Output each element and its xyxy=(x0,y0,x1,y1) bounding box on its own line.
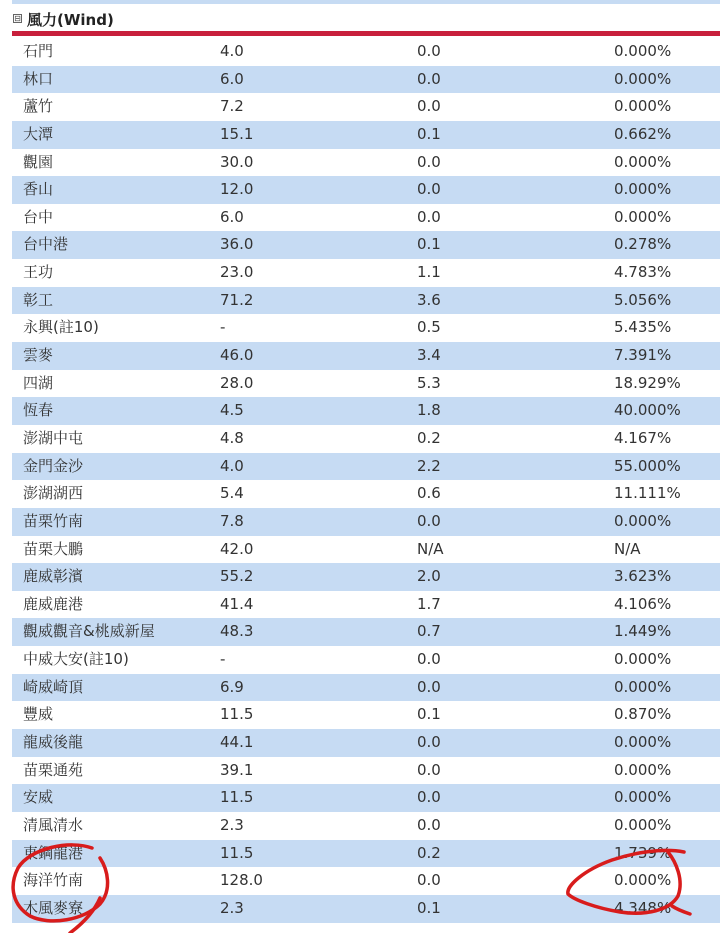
capacity-cell: 4.0 xyxy=(220,456,244,475)
capacity-cell: 44.1 xyxy=(220,733,254,752)
plant-name-cell: 苗栗大鵬 xyxy=(23,539,84,558)
table-row xyxy=(12,121,720,149)
generation-cell: 0.0 xyxy=(417,677,441,696)
table-row xyxy=(12,287,720,315)
ratio-cell: 4.167% xyxy=(614,428,672,447)
capacity-cell: 11.5 xyxy=(220,843,254,862)
ratio-cell: 18.929% xyxy=(614,373,681,392)
generation-cell: 0.0 xyxy=(417,42,441,60)
plant-name-cell: 清風清水 xyxy=(23,815,84,834)
generation-cell: 2.0 xyxy=(417,567,441,586)
ratio-cell: 5.056% xyxy=(614,290,672,309)
table-row xyxy=(12,646,720,674)
generation-cell: 0.0 xyxy=(417,180,441,199)
capacity-cell: 41.4 xyxy=(220,594,254,613)
table-row xyxy=(12,149,720,177)
table-row xyxy=(12,812,720,840)
generation-cell: 0.1 xyxy=(417,235,441,254)
ratio-cell: 0.000% xyxy=(614,207,672,226)
capacity-cell: 36.0 xyxy=(220,235,254,254)
table-row xyxy=(12,840,720,868)
plant-name-cell: 海洋竹南 xyxy=(23,871,84,890)
wind-table xyxy=(12,38,720,923)
capacity-cell: 4.5 xyxy=(220,401,244,420)
capacity-cell: 6.0 xyxy=(220,69,244,88)
generation-cell: 0.0 xyxy=(417,815,441,834)
ratio-cell: 0.000% xyxy=(614,152,672,171)
generation-cell: 0.2 xyxy=(417,428,441,447)
generation-cell: 0.0 xyxy=(417,650,441,669)
capacity-cell: - xyxy=(220,318,226,337)
table-row xyxy=(12,563,720,591)
generation-cell: 0.2 xyxy=(417,843,441,862)
capacity-cell: 5.4 xyxy=(220,484,244,503)
generation-cell: 0.6 xyxy=(417,484,441,503)
generation-cell: 3.4 xyxy=(417,346,441,365)
table-row xyxy=(12,729,720,757)
generation-cell: 0.1 xyxy=(417,124,441,143)
ratio-cell: 55.000% xyxy=(614,456,681,475)
generation-cell: 0.0 xyxy=(417,871,441,890)
plant-name-cell: 木風麥寮 xyxy=(23,898,84,917)
generation-cell: 0.0 xyxy=(417,788,441,807)
capacity-cell: 128.0 xyxy=(220,871,263,890)
plant-name-cell: 澎湖中屯 xyxy=(23,428,84,447)
table-row xyxy=(12,397,720,425)
table-row xyxy=(12,370,720,398)
capacity-cell: 6.9 xyxy=(220,677,244,696)
section-header[interactable] xyxy=(0,4,720,32)
capacity-cell: 23.0 xyxy=(220,263,254,282)
plant-name-cell: 雲麥 xyxy=(23,346,54,365)
plant-name-cell: 鹿威彰濱 xyxy=(23,567,84,586)
ratio-cell: 4.348% xyxy=(614,898,672,917)
generation-cell: 5.3 xyxy=(417,373,441,392)
ratio-cell: 0.662% xyxy=(614,124,672,143)
ratio-cell: 0.000% xyxy=(614,180,672,199)
plant-name-cell: 永興(註10) xyxy=(23,318,99,337)
capacity-cell: 42.0 xyxy=(220,539,254,558)
plant-name-cell: 恆春 xyxy=(23,401,54,420)
plant-name-cell: 龍威後龍 xyxy=(23,733,84,752)
generation-cell: 0.0 xyxy=(417,511,441,530)
collapse-toggle-icon[interactable]: ⊟ xyxy=(14,14,21,23)
plant-name-cell: 中威大安(註10) xyxy=(23,650,129,669)
plant-name-cell: 苗栗竹南 xyxy=(23,511,84,530)
ratio-cell: 5.435% xyxy=(614,318,672,337)
generation-cell: 0.0 xyxy=(417,760,441,779)
table-row xyxy=(12,508,720,536)
ratio-cell: 3.623% xyxy=(614,567,672,586)
table-row xyxy=(12,93,720,121)
table-row xyxy=(12,204,720,232)
table-row xyxy=(12,66,720,94)
generation-cell: 0.5 xyxy=(417,318,441,337)
ratio-cell: 0.000% xyxy=(614,788,672,807)
generation-cell: 0.0 xyxy=(417,152,441,171)
table-row xyxy=(12,176,720,204)
plant-name-cell: 金門金沙 xyxy=(23,456,84,475)
plant-name-cell: 東鋼龍港 xyxy=(23,843,84,862)
generation-cell: 0.1 xyxy=(417,898,441,917)
capacity-cell: 4.8 xyxy=(220,428,244,447)
ratio-cell: 0.000% xyxy=(614,97,672,116)
table-row xyxy=(12,480,720,508)
capacity-cell: 12.0 xyxy=(220,180,254,199)
table-row xyxy=(12,342,720,370)
ratio-cell: 1.449% xyxy=(614,622,672,641)
section-title: 風力(Wind) xyxy=(27,11,114,29)
table-row xyxy=(12,259,720,287)
ratio-cell: 0.000% xyxy=(614,511,672,530)
capacity-cell: 2.3 xyxy=(220,898,244,917)
ratio-cell: 4.106% xyxy=(614,594,672,613)
table-row xyxy=(12,895,720,923)
plant-name-cell: 觀園 xyxy=(23,152,54,171)
plant-name-cell: 觀威觀音&桃威新屋 xyxy=(23,622,155,641)
plant-name-cell: 台中港 xyxy=(23,235,69,254)
plant-name-cell: 林口 xyxy=(23,69,54,88)
plant-name-cell: 台中 xyxy=(23,207,54,226)
ratio-cell: 0.000% xyxy=(614,69,672,88)
generation-cell: 0.0 xyxy=(417,69,441,88)
plant-name-cell: 大潭 xyxy=(23,124,54,143)
plant-name-cell: 王功 xyxy=(23,263,54,282)
generation-cell: 1.1 xyxy=(417,263,441,282)
ratio-cell: 40.000% xyxy=(614,401,681,420)
generation-cell: 2.2 xyxy=(417,456,441,475)
capacity-cell: 15.1 xyxy=(220,124,254,143)
ratio-cell: 0.000% xyxy=(614,650,672,669)
table-row xyxy=(12,757,720,785)
ratio-cell: 0.000% xyxy=(614,760,672,779)
table-row xyxy=(12,231,720,259)
generation-cell: 1.7 xyxy=(417,594,441,613)
capacity-cell: 11.5 xyxy=(220,705,254,724)
table-row xyxy=(12,784,720,812)
plant-name-cell: 崎威崎頂 xyxy=(23,677,84,696)
ratio-cell: 0.000% xyxy=(614,677,672,696)
section-divider xyxy=(12,31,720,36)
generation-cell: 1.8 xyxy=(417,401,441,420)
table-row xyxy=(12,425,720,453)
capacity-cell: 7.8 xyxy=(220,511,244,530)
plant-name-cell: 苗栗通苑 xyxy=(23,760,84,779)
table-row xyxy=(12,618,720,646)
capacity-cell: 11.5 xyxy=(220,788,254,807)
generation-cell: 3.6 xyxy=(417,290,441,309)
capacity-cell: - xyxy=(220,650,226,669)
ratio-cell: 11.111% xyxy=(614,484,681,503)
plant-name-cell: 石門 xyxy=(23,42,54,60)
capacity-cell: 2.3 xyxy=(220,815,244,834)
generation-cell: 0.7 xyxy=(417,622,441,641)
capacity-cell: 46.0 xyxy=(220,346,254,365)
capacity-cell: 7.2 xyxy=(220,97,244,116)
ratio-cell: 7.391% xyxy=(614,346,672,365)
ratio-cell: 0.000% xyxy=(614,815,672,834)
ratio-cell: N/A xyxy=(614,539,641,558)
capacity-cell: 39.1 xyxy=(220,760,254,779)
generation-cell: N/A xyxy=(417,539,444,558)
plant-name-cell: 安威 xyxy=(23,788,54,807)
table-row xyxy=(12,536,720,564)
plant-name-cell: 豐威 xyxy=(23,705,54,724)
plant-name-cell: 蘆竹 xyxy=(23,97,54,116)
capacity-cell: 71.2 xyxy=(220,290,254,309)
ratio-cell: 0.278% xyxy=(614,235,672,254)
ratio-cell: 4.783% xyxy=(614,263,672,282)
ratio-cell: 0.000% xyxy=(614,42,672,60)
generation-cell: 0.0 xyxy=(417,97,441,116)
table-row xyxy=(12,867,720,895)
generation-cell: 0.0 xyxy=(417,207,441,226)
plant-name-cell: 彰工 xyxy=(23,290,54,309)
capacity-cell: 48.3 xyxy=(220,622,254,641)
table-row xyxy=(12,453,720,481)
capacity-cell: 6.0 xyxy=(220,207,244,226)
table-row xyxy=(12,701,720,729)
table-row xyxy=(12,314,720,342)
plant-name-cell: 四湖 xyxy=(23,373,54,392)
plant-name-cell: 鹿威鹿港 xyxy=(23,594,84,613)
capacity-cell: 28.0 xyxy=(220,373,254,392)
table-row xyxy=(12,674,720,702)
plant-name-cell: 澎湖湖西 xyxy=(23,484,84,503)
generation-cell: 0.0 xyxy=(417,733,441,752)
ratio-cell: 0.000% xyxy=(614,871,672,890)
capacity-cell: 4.0 xyxy=(220,42,244,60)
capacity-cell: 55.2 xyxy=(220,567,254,586)
ratio-cell: 1.739% xyxy=(614,843,672,862)
capacity-cell: 30.0 xyxy=(220,152,254,171)
ratio-cell: 0.000% xyxy=(614,733,672,752)
generation-cell: 0.1 xyxy=(417,705,441,724)
plant-name-cell: 香山 xyxy=(23,180,54,199)
table-row xyxy=(12,591,720,619)
table-row xyxy=(12,38,720,66)
ratio-cell: 0.870% xyxy=(614,705,672,724)
